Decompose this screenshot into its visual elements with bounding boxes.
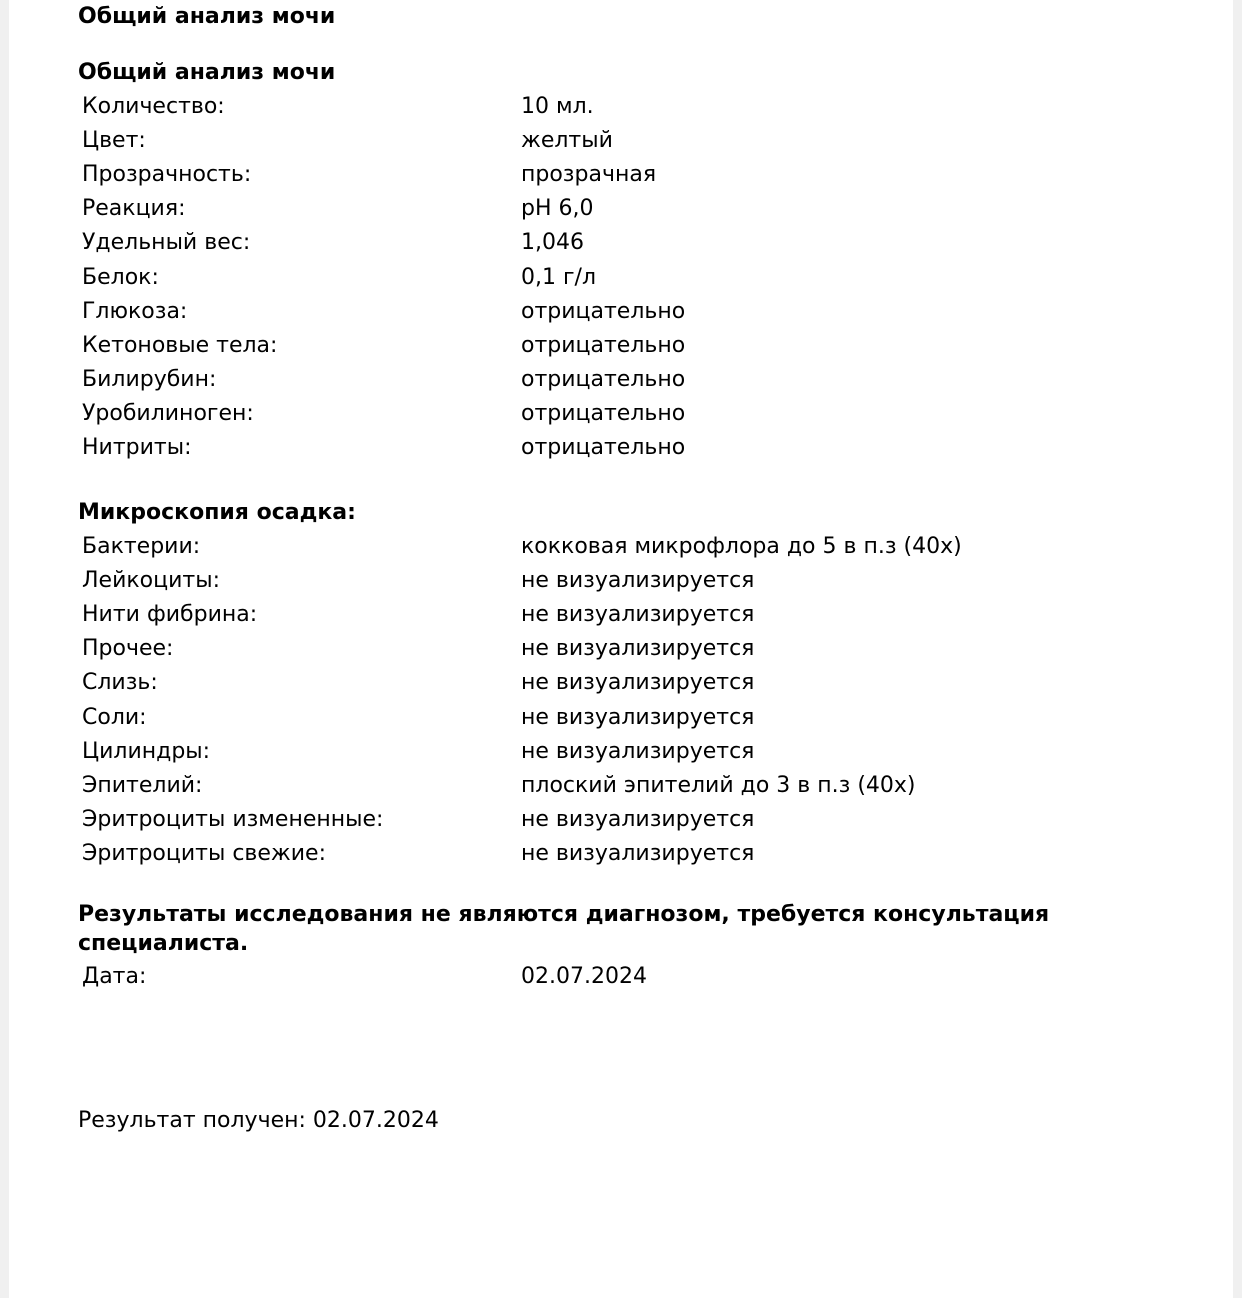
row-label: Белок: bbox=[82, 264, 159, 290]
row-label: Глюкоза: bbox=[82, 298, 188, 324]
row-value: отрицательно bbox=[521, 401, 686, 427]
row-label: Уробилиноген: bbox=[82, 401, 254, 427]
row-value: pH 6,0 bbox=[521, 196, 594, 222]
result-row-rbc-fresh bbox=[82, 837, 962, 871]
general-section-title: Общий анализ мочи bbox=[78, 60, 336, 85]
row-label: Нитриты: bbox=[82, 435, 192, 461]
row-label: Лейкоциты: bbox=[82, 567, 220, 593]
row-label: Эпителий: bbox=[82, 772, 203, 798]
row-label: Цвет: bbox=[82, 127, 146, 153]
result-row-epithelium bbox=[82, 768, 962, 802]
result-row-bilirubin bbox=[82, 363, 685, 397]
row-value: не визуализируется bbox=[521, 841, 755, 867]
row-label: Билирубин: bbox=[82, 367, 217, 393]
result-row-protein bbox=[82, 260, 685, 294]
row-value: не визуализируется bbox=[521, 670, 755, 696]
row-label: Реакция: bbox=[82, 196, 186, 222]
result-row-reaction bbox=[82, 192, 685, 226]
result-row-casts bbox=[82, 734, 962, 768]
result-row-other bbox=[82, 632, 962, 666]
date-value: 02.07.2024 bbox=[521, 963, 647, 989]
result-row-ketones bbox=[82, 328, 685, 362]
result-row-leukocytes bbox=[82, 563, 962, 597]
row-label: Количество: bbox=[82, 93, 225, 119]
row-value: отрицательно bbox=[521, 367, 686, 393]
row-value: 1,046 bbox=[521, 230, 584, 256]
disclaimer-text: Результаты исследования не являются диагнозом, требуется консультация специалиста. bbox=[78, 902, 1050, 956]
result-row-urobilinogen bbox=[82, 397, 685, 431]
row-value: не визуализируется bbox=[521, 636, 755, 662]
result-row-rbc-altered bbox=[82, 803, 962, 837]
general-results-list bbox=[82, 89, 685, 465]
row-label: Бактерии: bbox=[82, 533, 201, 559]
microscopy-results-list bbox=[82, 529, 962, 871]
row-value: не визуализируется bbox=[521, 704, 755, 730]
microscopy-section-title: Микроскопия осадка: bbox=[78, 500, 356, 525]
row-value: желтый bbox=[521, 127, 613, 153]
row-label: Цилиндры: bbox=[82, 738, 211, 764]
result-row-mucus bbox=[82, 666, 962, 700]
row-value: отрицательно bbox=[521, 435, 686, 461]
row-label: Эритроциты измененные: bbox=[82, 807, 384, 833]
row-label: Кетоновые тела: bbox=[82, 332, 278, 358]
result-received-text: Результат получен: 02.07.2024 bbox=[78, 1108, 439, 1133]
row-label: Нити фибрина: bbox=[82, 601, 258, 627]
row-value: не визуализируется bbox=[521, 601, 755, 627]
result-row-nitrites bbox=[82, 431, 685, 465]
row-value: отрицательно bbox=[521, 298, 686, 324]
row-value: 0,1 г/л bbox=[521, 264, 597, 290]
row-value: отрицательно bbox=[521, 332, 686, 358]
document-title: Общий анализ мочи bbox=[78, 4, 336, 29]
result-row-color bbox=[82, 123, 685, 157]
result-row-specific-gravity bbox=[82, 226, 685, 260]
date-row-list bbox=[82, 959, 647, 993]
row-label: Слизь: bbox=[82, 670, 158, 696]
row-value: не визуализируется bbox=[521, 807, 755, 833]
result-row-fibrin-threads bbox=[82, 597, 962, 631]
row-value: 10 мл. bbox=[521, 93, 594, 119]
result-row-bacteria bbox=[82, 529, 962, 563]
row-value: плоский эпителий до 3 в п.з (40х) bbox=[521, 772, 916, 798]
date-label: Дата: bbox=[82, 963, 147, 989]
row-label: Прозрачность: bbox=[82, 161, 252, 187]
row-label: Соли: bbox=[82, 704, 147, 730]
row-label: Прочее: bbox=[82, 636, 174, 662]
document-page bbox=[9, 0, 1233, 1298]
row-value: кокковая микрофлора до 5 в п.з (40х) bbox=[521, 533, 962, 559]
row-label: Удельный вес: bbox=[82, 230, 251, 256]
result-row-quantity bbox=[82, 89, 685, 123]
row-value: не визуализируется bbox=[521, 567, 755, 593]
date-row bbox=[82, 959, 647, 993]
row-value: не визуализируется bbox=[521, 738, 755, 764]
row-value: прозрачная bbox=[521, 161, 657, 187]
result-row-glucose bbox=[82, 294, 685, 328]
row-label: Эритроциты свежие: bbox=[82, 841, 326, 867]
result-row-salts bbox=[82, 700, 962, 734]
result-row-clarity bbox=[82, 157, 685, 191]
